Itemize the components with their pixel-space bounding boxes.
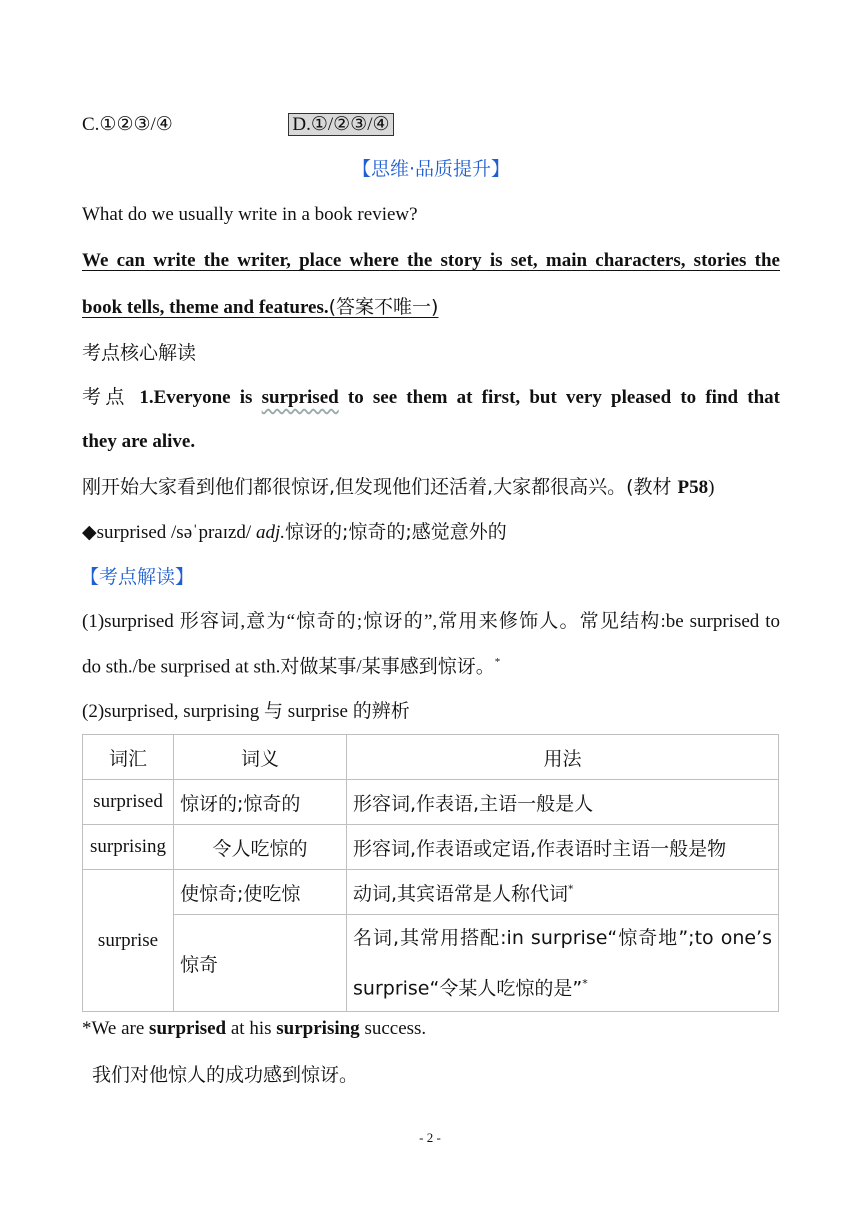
source-page: P58 xyxy=(677,477,709,498)
point-post: to see them at first, but very pleased to find that xyxy=(338,387,780,408)
row-meaning: 令人吃惊的 xyxy=(174,825,347,870)
source-pre: (教材 xyxy=(626,476,678,498)
row-meaning: 惊奇 xyxy=(174,915,347,1012)
note-1-line-1: (1)surprised 形容词,意为“惊奇的;惊讶的”,常用来修饰人。常见结构:be surprised to xyxy=(82,611,780,632)
diamond-bullet-icon: ◆ xyxy=(82,522,97,543)
interpret-title: 【考点解读】 xyxy=(80,566,195,588)
note-1-text: do sth./be surprised at sth.对做某事/某事感到惊讶。 xyxy=(82,656,495,678)
example-sentence xyxy=(82,1018,780,1041)
usage-line-2-text: surprise“令某人吃惊的是” xyxy=(353,977,583,1000)
option-d-selected: D.①/②③/④ xyxy=(288,113,393,136)
review-question: What do we usually write in a book review? xyxy=(82,204,418,225)
example-word-2: surprising xyxy=(276,1018,360,1039)
usage-star: * xyxy=(568,882,574,896)
entry-phonetic: /səˈpraɪzd/ xyxy=(166,522,256,543)
translation-text: 刚开始大家看到他们都很惊讶,但发现他们还活着,大家都很高兴。 xyxy=(82,476,627,498)
point-1-sentence xyxy=(82,386,780,410)
page-number: - 2 - xyxy=(419,1130,441,1145)
example-post: success. xyxy=(359,1018,427,1039)
table-header-word: 词汇 xyxy=(83,735,174,780)
example-word-1: surprised xyxy=(149,1018,227,1039)
note-2: (2)surprised, surprising 与 surprise 的辨析 xyxy=(82,701,410,722)
row-word: surprised xyxy=(83,780,174,825)
section-title: 【思维·品质提升】 xyxy=(351,158,511,180)
point-1-line-2: they are alive. xyxy=(82,431,196,452)
example-mid: at his xyxy=(226,1018,277,1039)
option-c: C.①②③/④ xyxy=(82,114,173,135)
answer-options xyxy=(82,114,780,137)
row-usage: 形容词,作表语或定语,作表语时主语一般是物 xyxy=(347,825,779,870)
note-1-line-2 xyxy=(82,656,780,679)
point-pre: Everyone is xyxy=(153,387,262,408)
entry-word: surprised xyxy=(96,522,167,543)
point-number: 1. xyxy=(139,387,154,408)
table-header-usage: 用法 xyxy=(347,735,779,780)
answer-line-2 xyxy=(82,296,780,320)
table-header-meaning: 词义 xyxy=(174,735,347,780)
table-row xyxy=(83,825,779,870)
usage-line-2 xyxy=(353,961,772,1011)
row-meaning: 使惊奇;使吃惊 xyxy=(174,870,347,915)
example-star: * xyxy=(82,1018,92,1039)
usage-star: * xyxy=(582,977,588,990)
point-1-translation xyxy=(82,476,780,500)
answer-line-1: We can write the writer, place where the story is set, main characters, stories the xyxy=(82,250,780,271)
vocab-comparison-table xyxy=(82,734,779,1012)
row-usage xyxy=(347,915,779,1012)
core-heading: 考点核心解读 xyxy=(82,342,197,364)
table-row xyxy=(83,870,779,915)
source-post: ) xyxy=(708,477,715,498)
entry-meaning: 惊讶的;惊奇的;感觉意外的 xyxy=(285,521,507,543)
entry-pos: adj. xyxy=(255,522,285,543)
row-word: surprise xyxy=(83,870,174,1012)
vocab-entry xyxy=(82,521,780,545)
example-pre: We are xyxy=(91,1018,150,1039)
usage-line-1: 名词,其常用搭配:in surprise“惊奇地”;to one’s xyxy=(353,927,772,949)
table-row xyxy=(83,915,779,1012)
row-usage xyxy=(347,870,779,915)
answer-line-2-text: book tells, theme and features. xyxy=(82,297,329,318)
table-row xyxy=(83,780,779,825)
row-word: surprising xyxy=(83,825,174,870)
point-label: 考点 xyxy=(82,386,140,408)
point-keyword: surprised xyxy=(261,387,339,408)
row-meaning: 惊讶的;惊奇的 xyxy=(174,780,347,825)
answer-note: (答案不唯一) xyxy=(328,296,439,318)
usage-text: 动词,其宾语常是人称代词 xyxy=(353,882,569,905)
note-1-star: * xyxy=(494,656,501,668)
table-header-row xyxy=(83,735,779,780)
row-usage: 形容词,作表语,主语一般是人 xyxy=(347,780,779,825)
example-translation: 我们对他惊人的成功感到惊讶。 xyxy=(92,1064,359,1086)
